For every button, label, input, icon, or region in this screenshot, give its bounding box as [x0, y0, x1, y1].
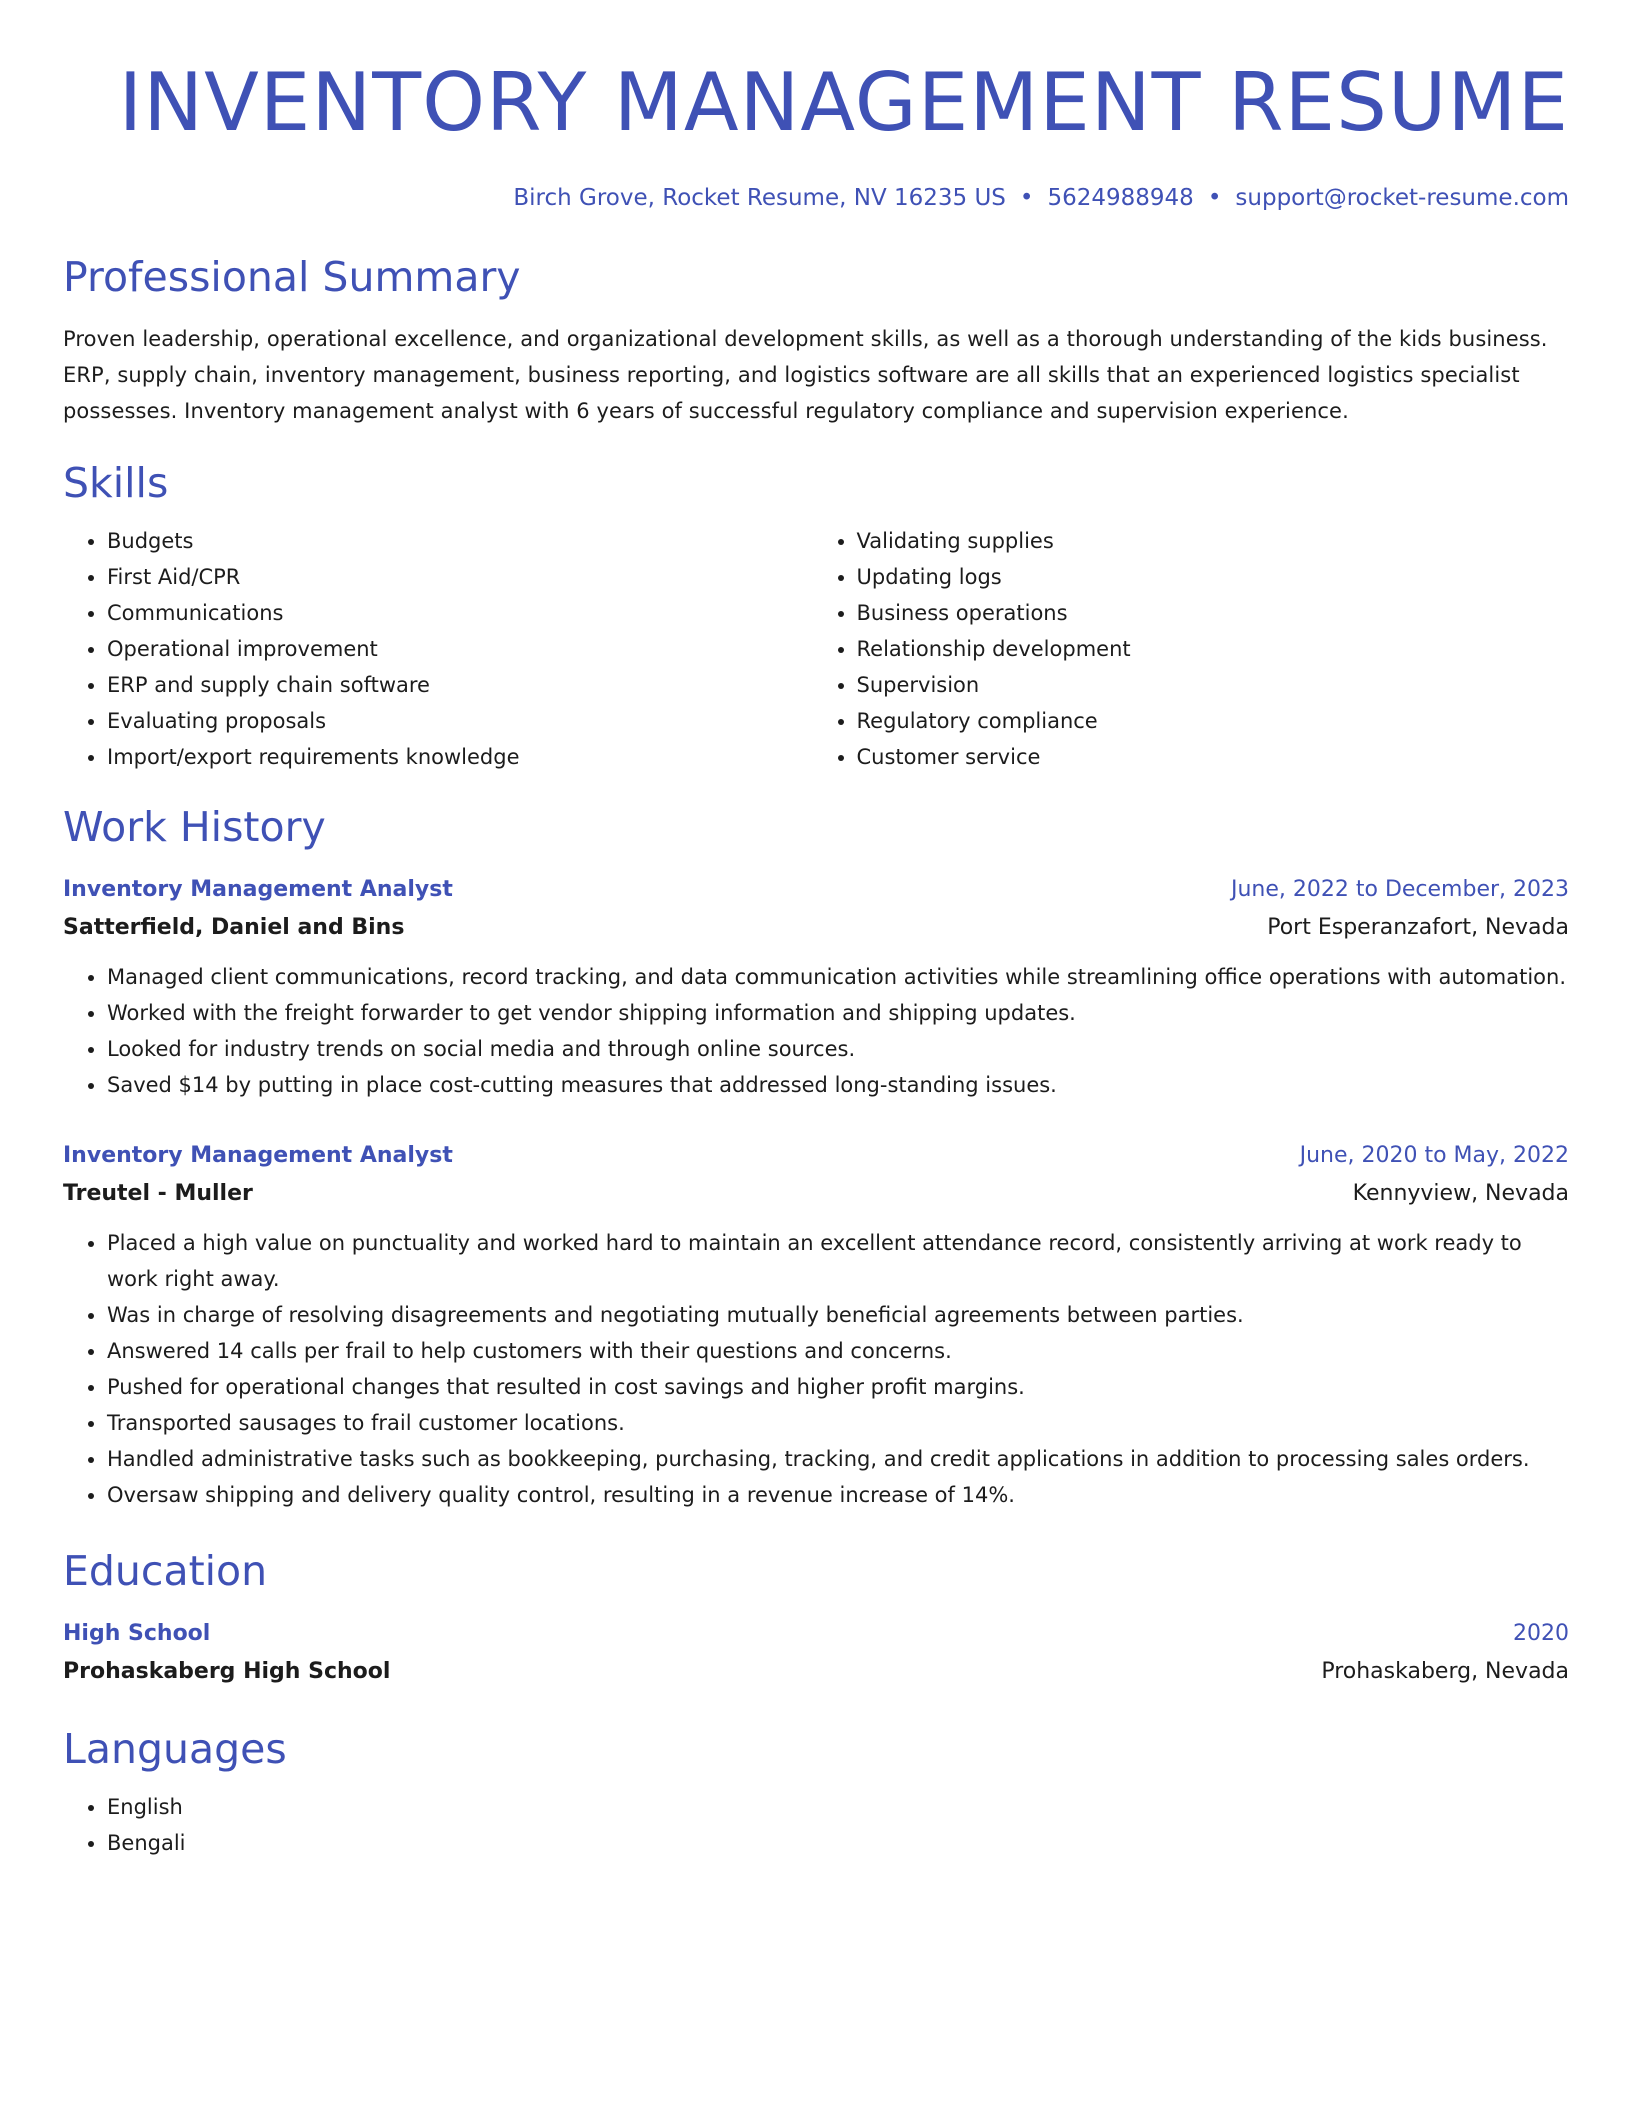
skill-item: • ERP and supply chain software: [107, 667, 820, 703]
contact-phone: 5624988948: [1047, 185, 1194, 211]
job-bullet: • Saved $14 by putting in place cost-cutting measures that addressed long-standing issues.: [107, 1067, 1569, 1103]
skill-item: • Supervision: [857, 667, 1570, 703]
skills-list-right: [820, 523, 1570, 775]
skill-item: • Budgets: [107, 523, 820, 559]
job-bullets: [63, 1225, 1569, 1513]
job-role: Inventory Management Analyst: [63, 1143, 453, 1168]
languages-list: [63, 1789, 1569, 1861]
languages-heading: Languages: [63, 1725, 287, 1773]
job-bullet: • Worked with the freight forwarder to get vendor shipping information and shipping updates.: [107, 995, 1569, 1031]
job-bullet: • Was in charge of resolving disagreements and negotiating mutually beneficial agreements between parties.: [107, 1297, 1569, 1333]
education-year: 2020: [1513, 1621, 1569, 1646]
job-header-row: [63, 871, 1569, 909]
summary-text: Proven leadership, operational excellence, and organizational development skills, as well as a thorough understanding of the kids business. ERP, supply chain, inventory management, business reporting, and logistics software are all skills that an experienced logistics specialist possesses. Inventory management analyst with 6 years of successful regulatory compliance and supervision experience.: [63, 327, 1548, 423]
skill-item: • Updating logs: [857, 559, 1570, 595]
job-bullet: • Answered 14 calls per frail to help customers with their questions and concerns.: [107, 1333, 1569, 1369]
job-bullets: [63, 959, 1569, 1103]
job-dates: June, 2020 to May, 2022: [1299, 1143, 1569, 1168]
resume-title: INVENTORY MANAGEMENT RESUME: [118, 56, 1569, 149]
summary-heading: Professional Summary: [63, 253, 521, 301]
job-entry: [63, 1137, 1569, 1513]
job-dates: June, 2022 to December, 2023: [1230, 877, 1569, 902]
skill-item: • Customer service: [857, 739, 1570, 775]
contact-address: Birch Grove, Rocket Resume, NV 16235 US: [513, 185, 1006, 211]
contact-separator: •: [1019, 185, 1034, 211]
job-location: Port Esperanzafort, Nevada: [1267, 915, 1569, 940]
skill-item: • First Aid/CPR: [107, 559, 820, 595]
contact-email: support@rocket-resume.com: [1235, 185, 1569, 211]
skill-item: • Validating supplies: [857, 523, 1570, 559]
education-degree: High School: [63, 1621, 211, 1646]
job-company: Treutel - Muller: [63, 1181, 253, 1206]
skill-item: • Evaluating proposals: [107, 703, 820, 739]
language-item: • Bengali: [107, 1825, 1569, 1861]
contact-line: [63, 183, 1569, 213]
job-bullet: • Looked for industry trends on social media and through online sources.: [107, 1031, 1569, 1067]
skill-item: • Operational improvement: [107, 631, 820, 667]
job-company: Satterfield, Daniel and Bins: [63, 915, 405, 940]
job-role: Inventory Management Analyst: [63, 877, 453, 902]
job-bullet: • Managed client communications, record tracking, and data communication activities while streamlining office operations with automation.: [107, 959, 1569, 995]
job-bullet: • Transported sausages to frail customer locations.: [107, 1405, 1569, 1441]
education-header-row: [63, 1615, 1569, 1653]
skill-item: • Relationship development: [857, 631, 1570, 667]
skill-item: • Import/export requirements knowledge: [107, 739, 820, 775]
job-bullet: • Oversaw shipping and delivery quality control, resulting in a revenue increase of 14%.: [107, 1477, 1569, 1513]
language-item: • English: [107, 1789, 1569, 1825]
job-header-row: [63, 1137, 1569, 1175]
job-bullet: • Pushed for operational changes that resulted in cost savings and higher profit margins.: [107, 1369, 1569, 1405]
job-company-row: [63, 909, 1569, 947]
job-bullet: • Handled administrative tasks such as bookkeeping, purchasing, tracking, and credit applications in addition to processing sales orders.: [107, 1441, 1569, 1477]
job-bullet: • Placed a high value on punctuality and worked hard to maintain an excellent attendance record, consistently arriving at work ready to work right away.: [107, 1225, 1569, 1297]
education-heading: Education: [63, 1547, 268, 1595]
job-company-row: [63, 1175, 1569, 1213]
education-school-row: [63, 1653, 1569, 1691]
contact-separator: •: [1207, 185, 1222, 211]
skill-item: • Communications: [107, 595, 820, 631]
education-school: Prohaskaberg High School: [63, 1659, 391, 1684]
skill-item: • Business operations: [857, 595, 1570, 631]
skills-columns: [63, 523, 1569, 775]
work-history-heading: Work History: [63, 803, 326, 851]
education-location: Prohaskaberg, Nevada: [1321, 1659, 1569, 1684]
skills-heading: Skills: [63, 459, 169, 507]
skills-list-left: [63, 523, 820, 775]
education-entry: [63, 1615, 1569, 1691]
job-entry: [63, 871, 1569, 1103]
skill-item: • Regulatory compliance: [857, 703, 1570, 739]
job-location: Kennyview, Nevada: [1352, 1181, 1569, 1206]
